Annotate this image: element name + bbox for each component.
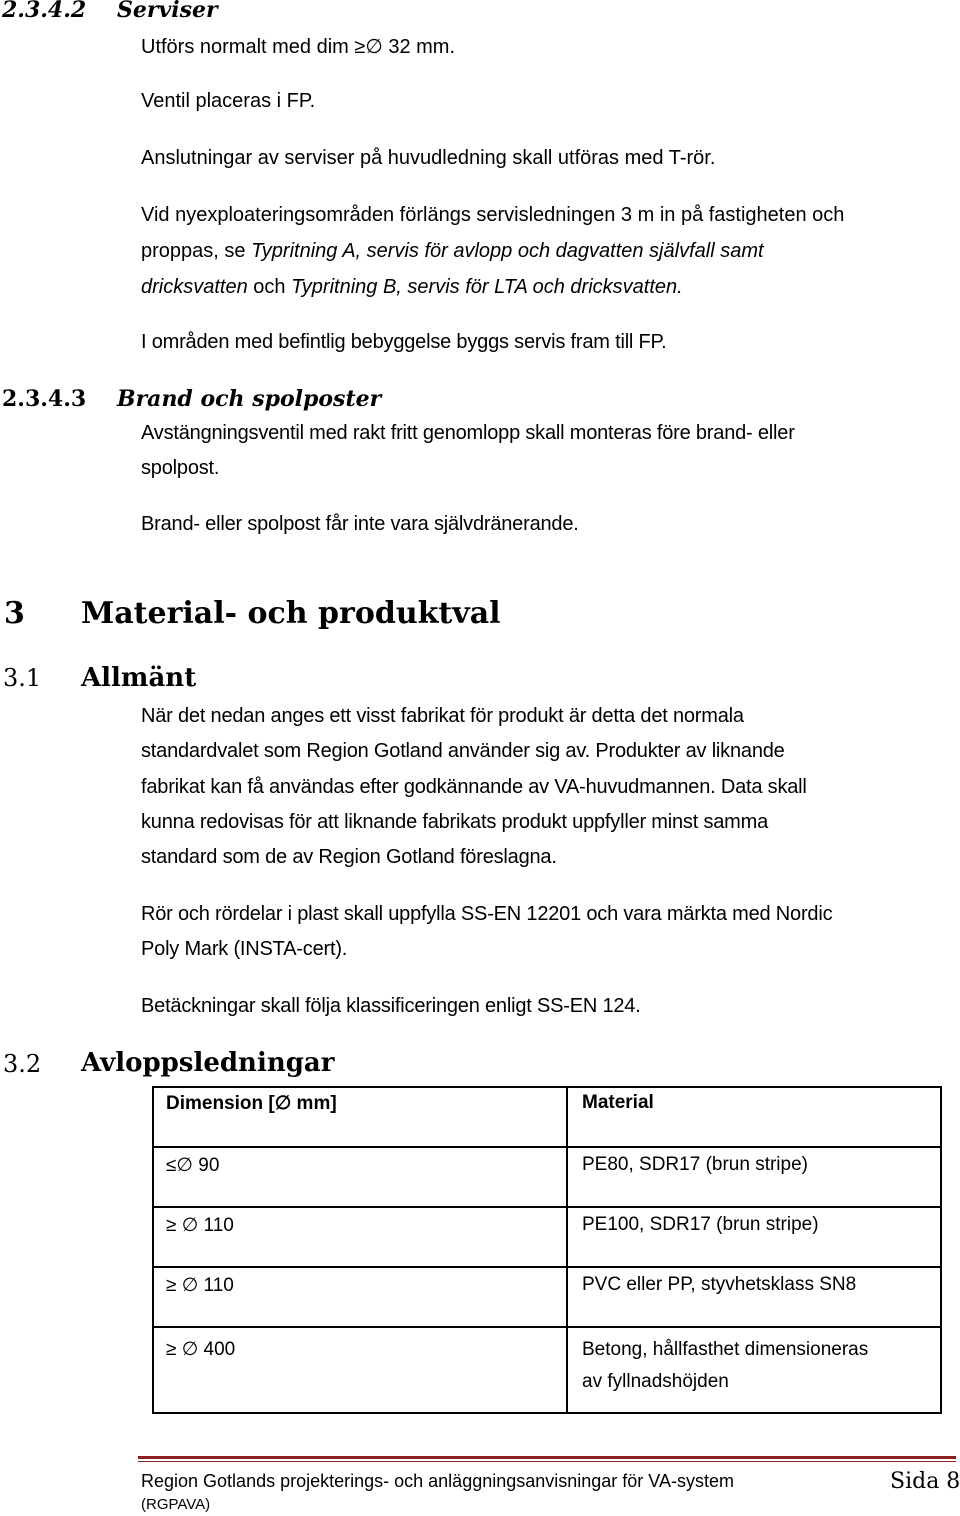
section-title-allmant: Allmänt xyxy=(81,663,197,693)
table-row xyxy=(153,1267,941,1327)
footer-page-number: Sida 8 xyxy=(890,1469,960,1494)
paragraph-anslutningar: Anslutningar av serviser på huvudledning skall utföras med T-rör. xyxy=(141,147,716,169)
paragraph-ror-line2: Poly Mark (INSTA-cert). xyxy=(141,938,348,960)
paragraph-befintlig: I områden med befintlig bebyggelse byggs servis fram till FP. xyxy=(141,331,667,353)
paragraph-dim: Utförs normalt med dim ≥∅ 32 mm. xyxy=(141,36,456,58)
footer-document-abbrev: (RGPAVA) xyxy=(141,1496,211,1513)
paragraph-fabrikat-line4: kunna redovisas för att liknande fabrikats produkt uppfyller minst samma xyxy=(141,811,769,833)
text-span: och xyxy=(247,276,292,298)
paragraph-ventil: Ventil placeras i FP. xyxy=(141,90,316,112)
paragraph-ror-line1: Rör och rördelar i plast skall uppfylla SS-EN 12201 och vara märkta med Nordic xyxy=(141,903,833,925)
paragraph-nyexploatering-line2 xyxy=(141,240,764,263)
table-row xyxy=(153,1327,941,1413)
dimension-material-table xyxy=(152,1086,942,1414)
table-header-row xyxy=(153,1087,941,1147)
link-typritning-a: Typritning A, servis för avlopp och dagvatten självfall samt xyxy=(251,240,764,262)
paragraph-fabrikat-line1: När det nedan anges ett visst fabrikat för produkt är detta det normala xyxy=(141,705,744,727)
paragraph-betackningar: Betäckningar skall följa klassificeringen enligt SS-EN 124. xyxy=(141,995,641,1017)
table-cell-material: PE80, SDR17 (brun stripe) xyxy=(567,1147,941,1207)
table-header-dimension: Dimension [∅ mm] xyxy=(153,1087,567,1147)
section-title-avloppsledningar: Avloppsledningar xyxy=(81,1048,335,1078)
paragraph-fabrikat-line2: standardvalet som Region Gotland använder sig av. Produkter av liknande xyxy=(141,740,785,762)
chapter-title: Material- och produktval xyxy=(81,596,501,631)
table-row xyxy=(153,1207,941,1267)
paragraph-nyexploatering-line1: Vid nyexploateringsområden förlängs servisledningen 3 m in på fastigheten och xyxy=(141,204,845,226)
text-span: proppas, se xyxy=(141,240,252,262)
table-cell-material xyxy=(567,1327,941,1413)
chapter-number-3: 3 xyxy=(4,596,25,631)
section-number-2-3-4-2: 2.3.4.2 xyxy=(2,0,87,23)
table-cell-material: PVC eller PP, styvhetsklass SN8 xyxy=(567,1267,941,1327)
section-number-2-3-4-3: 2.3.4.3 xyxy=(2,386,87,412)
paragraph-avstangning-line2: spolpost. xyxy=(141,457,220,479)
paragraph-fabrikat-line3: fabrikat kan få användas efter godkännande av VA-huvudmannen. Data skall xyxy=(141,776,807,798)
paragraph-nyexploatering-line3 xyxy=(141,276,683,299)
section-number-3-2: 3.2 xyxy=(3,1050,42,1078)
table-cell-dimension: ≥ ∅ 400 xyxy=(153,1327,567,1413)
table-cell-material-line2: av fyllnadshöjden xyxy=(582,1371,729,1392)
paragraph-avstangning-line1: Avstängningsventil med rakt fritt genomlopp skall monteras före brand- eller xyxy=(141,422,795,444)
link-typritning-b: Typritning B, servis för LTA och dricksvatten. xyxy=(291,276,683,298)
text-span: dricksvatten xyxy=(141,276,248,298)
paragraph-brand-spolpost: Brand- eller spolpost får inte vara självdränerande. xyxy=(141,513,579,535)
table-cell-material: PE100, SDR17 (brun stripe) xyxy=(567,1207,941,1267)
table-cell-dimension: ≥ ∅ 110 xyxy=(153,1207,567,1267)
paragraph-fabrikat-line5: standard som de av Region Gotland föreslagna. xyxy=(141,846,557,868)
section-number-3-1: 3.1 xyxy=(3,664,42,692)
table-cell-dimension: ≤∅ 90 xyxy=(153,1147,567,1207)
table-cell-material-line1: Betong, hållfasthet dimensioneras xyxy=(582,1339,869,1360)
footer-document-title: Region Gotlands projekterings- och anläggningsanvisningar för VA-system xyxy=(141,1471,734,1491)
table-header-material: Material xyxy=(567,1087,941,1147)
section-title-serviser: Serviser xyxy=(117,0,218,23)
table-row xyxy=(153,1147,941,1207)
section-title-brand: Brand och spolposter xyxy=(117,386,382,412)
table-cell-dimension: ≥ ∅ 110 xyxy=(153,1267,567,1327)
footer-rule xyxy=(138,1456,956,1459)
footer-rule-thin xyxy=(138,1461,956,1462)
